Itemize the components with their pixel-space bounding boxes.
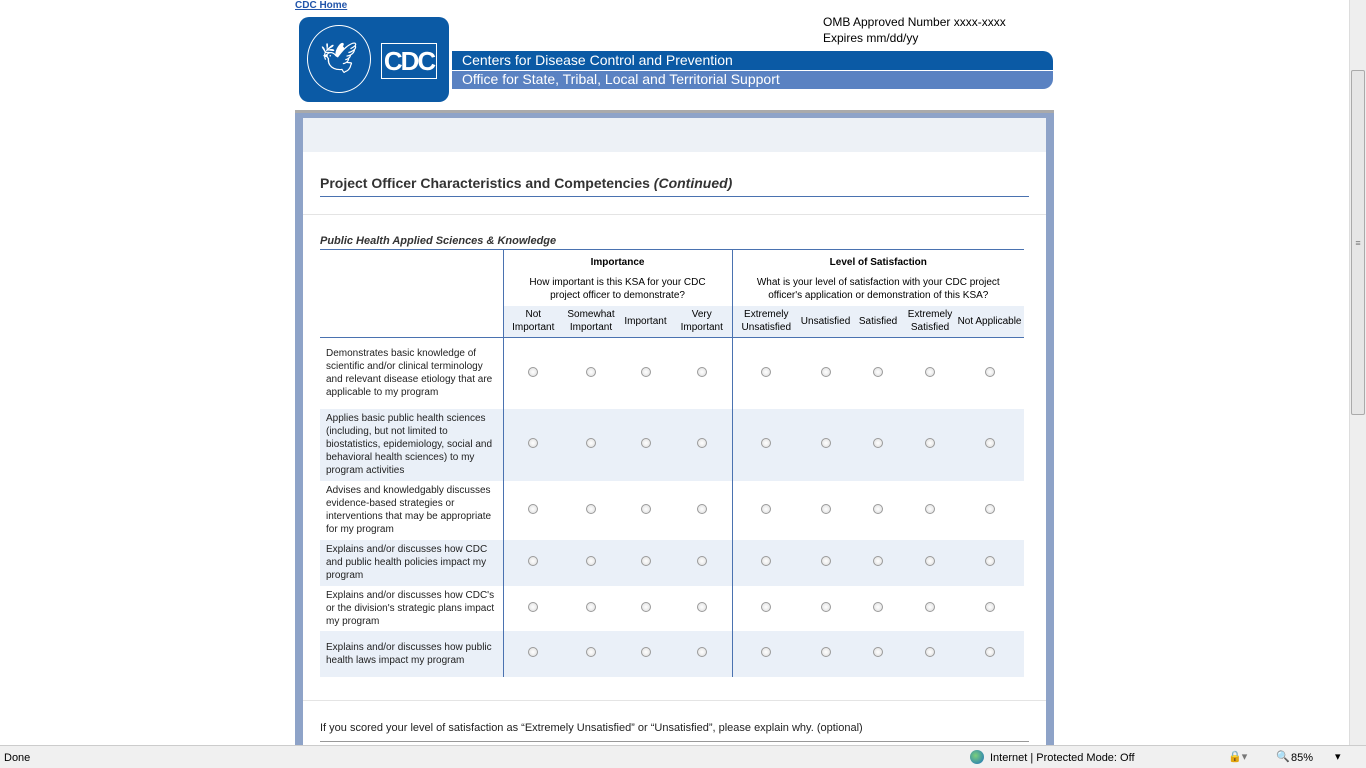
importance-radio[interactable] [586,556,596,566]
radio-cell [563,586,619,631]
radio-cell [955,481,1024,540]
importance-radio[interactable] [528,438,538,448]
office-name: Office for State, Tribal, Local and Territorial Support [452,71,1053,89]
satisfaction-heading: Level of Satisfaction [732,250,1024,270]
radio-cell [672,540,732,586]
satisfaction-radio[interactable] [761,647,771,657]
radio-cell [503,481,563,540]
radio-cell [503,409,563,481]
radio-cell [672,631,732,677]
org-name: Centers for Disease Control and Prevention [452,51,1053,70]
radio-cell [619,338,672,409]
satisfaction-radio[interactable] [821,367,831,377]
importance-radio[interactable] [528,602,538,612]
radio-cell [800,409,851,481]
radio-cell [619,409,672,481]
radio-cell [800,586,851,631]
radio-cell [732,338,800,409]
satisfaction-radio[interactable] [873,504,883,514]
radio-cell [851,631,905,677]
omb-number: OMB Approved Number xxxx-xxxx [823,15,1006,29]
radio-cell [732,481,800,540]
table-row [320,481,1024,540]
importance-radio[interactable] [641,504,651,514]
radio-cell [619,586,672,631]
zoom-level[interactable]: 85% [1291,752,1314,764]
satisfaction-question: What is your level of satisfaction with your CDC project officer's application or demonstration of this KSA? [732,270,1024,306]
satisfaction-radio[interactable] [985,504,995,514]
satisfaction-radio[interactable] [985,556,995,566]
satisfaction-radio[interactable] [873,647,883,657]
globe-icon [970,750,984,764]
radio-cell [955,540,1024,586]
satisfaction-radio[interactable] [873,367,883,377]
satisfaction-radio[interactable] [985,367,995,377]
radio-cell [672,409,732,481]
importance-radio[interactable] [586,602,596,612]
panel-band [303,118,1046,152]
page-title [320,175,1029,197]
radio-cell [563,540,619,586]
satisfaction-radio[interactable] [761,602,771,612]
importance-option-label: Not Important [503,306,563,338]
importance-radio[interactable] [641,647,651,657]
satisfaction-radio[interactable] [761,438,771,448]
importance-radio[interactable] [641,556,651,566]
satisfaction-radio[interactable] [873,438,883,448]
radio-cell [905,338,955,409]
importance-radio[interactable] [697,647,707,657]
satisfaction-option-label: Extremely Satisfied [905,306,955,338]
explain-prompt: If you scored your level of satisfaction as “Extremely Unsatisfied” or “Unsatisfied”, please explain why. (optional) [320,722,1029,742]
radio-cell [503,540,563,586]
radio-cell [619,540,672,586]
radio-cell [905,586,955,631]
satisfaction-radio[interactable] [821,504,831,514]
title-suffix: (Continued) [653,175,733,191]
satisfaction-radio[interactable] [925,602,935,612]
ksa-item-label: Explains and/or discusses how public health laws impact my program [320,631,503,677]
ksa-table [320,249,1024,677]
importance-radio[interactable] [586,367,596,377]
satisfaction-option-label: Extremely Unsatisfied [732,306,800,338]
radio-cell [503,586,563,631]
hhs-seal-icon: 🕊 [307,25,371,93]
satisfaction-radio[interactable] [925,367,935,377]
importance-option-label: Somewhat Important [563,306,619,338]
status-bar [0,745,1366,768]
radio-cell [800,338,851,409]
radio-cell [619,631,672,677]
radio-cell [955,409,1024,481]
zoom-dropdown-icon[interactable]: ▾ [1335,751,1341,763]
radio-cell [732,586,800,631]
satisfaction-radio[interactable] [985,438,995,448]
form-panel [303,118,1046,758]
ksa-item-label: Advises and knowledgably discusses evidence-based strategies or interventions that may be appropriate for my program [326,485,492,535]
satisfaction-radio[interactable] [821,647,831,657]
radio-cell [563,631,619,677]
radio-cell [800,540,851,586]
importance-radio[interactable] [697,438,707,448]
satisfaction-radio[interactable] [821,556,831,566]
satisfaction-radio[interactable] [925,504,935,514]
ksa-item-label: Applies basic public health sciences (including, but not limited to biostatistics, epidemiology, social and behavioral health sciences) to my program activities [320,409,503,481]
radio-cell [800,481,851,540]
satisfaction-radio[interactable] [761,556,771,566]
vertical-scrollbar[interactable] [1349,0,1366,745]
importance-heading: Importance [503,250,732,270]
radio-cell [503,338,563,409]
radio-cell [563,481,619,540]
importance-question: How important is this KSA for your CDC project officer to demonstrate? [503,270,732,306]
expires: Expires mm/dd/yy [823,31,919,45]
satisfaction-radio[interactable] [821,438,831,448]
cdc-logo-text: CDC [381,43,437,79]
radio-cell [732,540,800,586]
zone-text: Internet | Protected Mode: Off [990,752,1135,764]
table-row [320,409,1024,481]
satisfaction-radio[interactable] [925,647,935,657]
importance-radio[interactable] [697,367,707,377]
table-row [320,540,1024,586]
satisfaction-option-label: Unsatisfied [800,306,851,338]
radio-cell [672,481,732,540]
importance-radio[interactable] [641,367,651,377]
importance-radio[interactable] [586,438,596,448]
radio-cell [563,338,619,409]
importance-radio[interactable] [697,602,707,612]
radio-cell [503,631,563,677]
cdc-logo [299,17,449,102]
importance-radio[interactable] [528,504,538,514]
table-row [320,631,1024,677]
importance-radio[interactable] [528,647,538,657]
importance-radio[interactable] [586,504,596,514]
section-title: Public Health Applied Sciences & Knowledge [320,235,557,247]
radio-cell [851,540,905,586]
status-text: Done [4,752,31,764]
radio-cell [955,338,1024,409]
importance-option-label: Important [619,306,672,338]
table-row [320,586,1024,631]
radio-cell [851,586,905,631]
importance-radio[interactable] [697,504,707,514]
radio-cell [851,481,905,540]
importance-radio[interactable] [641,438,651,448]
security-icon[interactable]: 🔒▾ [1228,751,1248,763]
table-row [320,338,1024,409]
radio-cell [851,409,905,481]
radio-cell [732,409,800,481]
importance-radio[interactable] [697,556,707,566]
scrollbar-thumb[interactable]: ≡ [1351,70,1365,415]
radio-cell [563,409,619,481]
importance-radio[interactable] [528,367,538,377]
importance-option-label: Very Important [672,306,732,338]
importance-radio[interactable] [586,647,596,657]
satisfaction-radio[interactable] [985,647,995,657]
divider [303,700,1046,701]
radio-cell [905,409,955,481]
satisfaction-radio[interactable] [985,602,995,612]
importance-radio[interactable] [641,602,651,612]
radio-cell [955,631,1024,677]
radio-cell [851,338,905,409]
satisfaction-radio[interactable] [873,556,883,566]
satisfaction-radio[interactable] [925,438,935,448]
radio-cell [905,631,955,677]
radio-cell [672,338,732,409]
ksa-item-label: Explains and/or discusses how CDC and public health policies impact my program [320,540,503,586]
importance-radio[interactable] [528,556,538,566]
satisfaction-radio[interactable] [761,504,771,514]
omb-info [823,14,1006,46]
zoom-icon[interactable]: 🔍 [1276,751,1290,763]
radio-cell [732,631,800,677]
satisfaction-option-label: Satisfied [851,306,905,338]
satisfaction-option-label: Not Applicable [955,306,1024,338]
radio-cell [800,631,851,677]
divider [303,214,1046,215]
satisfaction-radio[interactable] [873,602,883,612]
ksa-item-label: Demonstrates basic knowledge of scientific and/or clinical terminology and relevant disease etiology that are applicable to my program [326,348,493,399]
form-frame [295,110,1054,750]
satisfaction-radio[interactable] [761,367,771,377]
cdc-home-link[interactable]: CDC Home [295,0,348,11]
satisfaction-radio[interactable] [821,602,831,612]
radio-cell [672,586,732,631]
radio-cell [955,586,1024,631]
radio-cell [619,481,672,540]
title-text: Project Officer Characteristics and Competencies [320,175,650,191]
ksa-item-label: Explains and/or discusses how CDC's or the division's strategic plans impact my program [326,589,495,627]
radio-cell [905,481,955,540]
satisfaction-radio[interactable] [925,556,935,566]
radio-cell [905,540,955,586]
